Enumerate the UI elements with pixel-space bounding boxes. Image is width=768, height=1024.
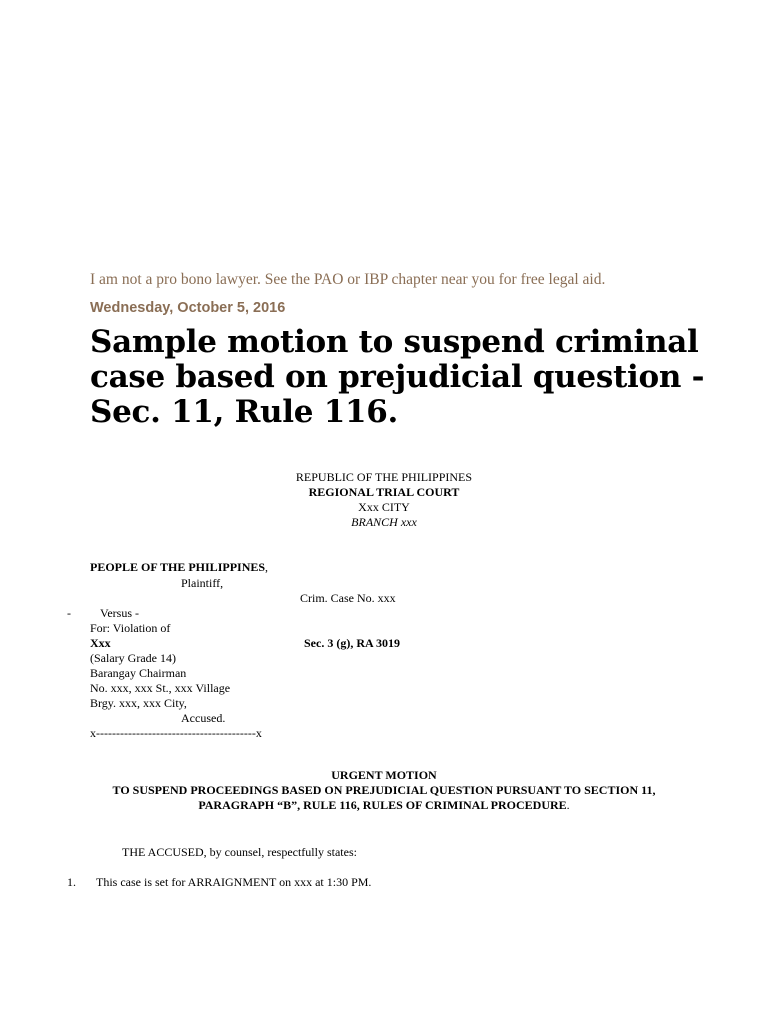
post-date: Wednesday, October 5, 2016	[90, 300, 286, 316]
motion-heading-2: TO SUSPEND PROCEEDINGS BASED ON PREJUDICIAL QUESTION PURSUANT TO SECTION 11,	[112, 783, 656, 797]
motion-heading-1: URGENT MOTION	[331, 768, 437, 782]
accused-address-2: Brgy. xxx, xxx City,	[90, 696, 187, 710]
salary-grade: (Salary Grade 14)	[90, 651, 176, 665]
court-city: Xxx CITY	[358, 500, 410, 514]
item-1-text: This case is set for ARRAIGNMENT on xxx at 1:30 PM.	[96, 875, 372, 889]
accused-address-1: No. xxx, xxx St., xxx Village	[90, 681, 231, 695]
versus-dash: -	[67, 606, 71, 620]
accused-name: Xxx	[90, 636, 111, 650]
item-1-number: 1.	[67, 875, 76, 889]
for-violation: For: Violation of	[90, 621, 171, 635]
motion-heading	[60, 768, 708, 813]
court-branch: BRANCH xxx	[351, 515, 417, 529]
accused-role: Accused.	[181, 711, 226, 725]
blog-tagline: I am not a pro bono lawyer. See the PAO or IBP chapter near you for free legal aid.	[90, 271, 606, 288]
motion-intro: THE ACCUSED, by counsel, respectfully states:	[122, 845, 357, 859]
motion-heading-3: PARAGRAPH “B”, RULE 116, RULES OF CRIMINAL PROCEDURE.	[198, 798, 570, 812]
plaintiff-role: Plaintiff,	[181, 576, 224, 590]
court-name: REGIONAL TRIAL COURT	[308, 485, 460, 499]
caption-divider: x----------------------------------------x	[90, 726, 262, 740]
plaintiff-name: PEOPLE OF THE PHILIPPINES,	[90, 560, 269, 574]
versus-label: Versus -	[100, 606, 139, 620]
post-title[interactable]: Sample motion to suspend criminal case based on prejudicial question - Sec. 11, Rule 116.	[90, 324, 705, 430]
accused-position: Barangay Chairman	[90, 666, 187, 680]
violation-statute: Sec. 3 (g), RA 3019	[304, 636, 400, 650]
republic-line: REPUBLIC OF THE PHILIPPINES	[295, 470, 473, 484]
case-number: Crim. Case No. xxx	[300, 591, 396, 605]
court-header	[0, 470, 768, 530]
